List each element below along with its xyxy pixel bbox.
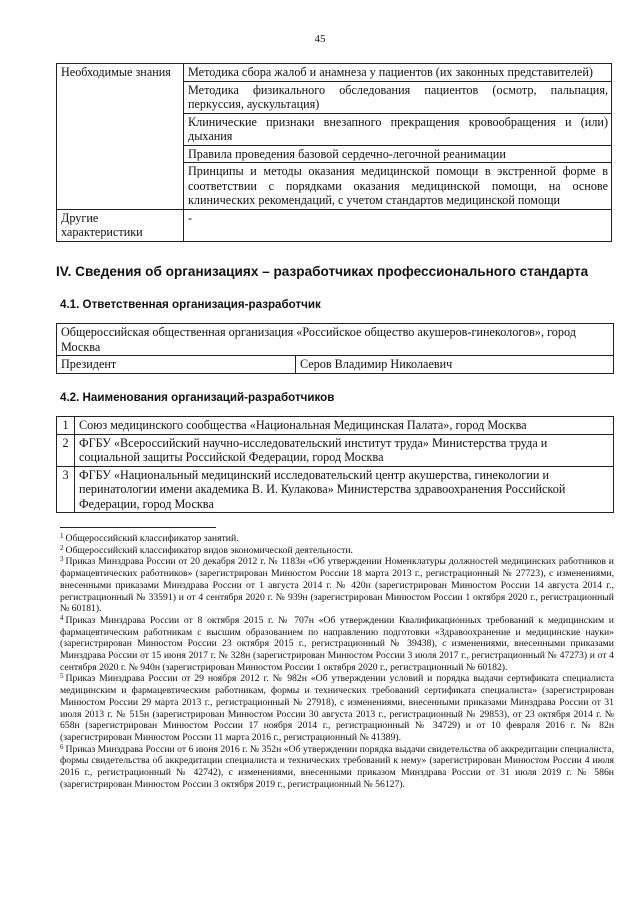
responsible-role: Президент <box>57 356 296 374</box>
responsible-organization: Общероссийская общественная организация «Российское общество акушеров-гинекологов», город Москва <box>57 324 614 356</box>
responsible-org-table <box>56 323 614 374</box>
footnote-text: Общероссийский классификатор занятий. <box>65 533 239 544</box>
footnotes <box>60 533 614 790</box>
knowledge-item: Клинические признаки внезапного прекращения кровообращения и (или) дыхания <box>184 113 612 145</box>
footnote <box>60 545 614 557</box>
footnote-marker: 6 <box>60 742 64 751</box>
footnote <box>60 615 614 674</box>
table-row <box>57 466 614 513</box>
developer-number: 1 <box>57 417 75 435</box>
row-label-other: Другие характеристики <box>57 209 184 241</box>
row-label-knowledge: Необходимые знания <box>57 64 184 210</box>
footnote-marker: 2 <box>60 543 64 552</box>
footnote-text: Приказ Минздрава России от 29 ноября 2012 г. № 982н «Об утверждении условий и порядка выдачи сертификата специалиста медицинским и фармацевтическим работникам, формы и технических требований сертификата специалиста» (зарегистрирован Минюстом России 29 марта 2013 г., регистрационный № 27918), с изменениями, внесенными приказами Минздрава России от 31 июля 2013 г. № 515н (зарегистрирован Минюстом России 30 августа 2013 г., регистрационный № 29853), от 23 октября 2014 г. № 658н (зарегистрирован Минюстом России 17 ноября 2014 г., регистрационный № 34729) и от 10 февраля 2016 г. № 82н (зарегистрирован Минюстом России 11 марта 2016 г., регистрационный № 41389). <box>60 673 614 743</box>
developers-table <box>56 416 614 513</box>
page-number: 45 <box>314 33 326 45</box>
table-row <box>57 434 614 466</box>
knowledge-item: Принципы и методы оказания медицинской помощи в экстренной форме в соответствии с порядками оказания медицинской помощи, на основе клинических рекомендаций, с учетом стандартов медицинской помощи <box>184 163 612 210</box>
developer-name: Союз медицинского сообщества «Национальная Медицинская Палата», город Москва <box>75 417 614 435</box>
developer-number: 2 <box>57 434 75 466</box>
table-row <box>57 324 614 356</box>
footnote-divider <box>60 527 216 528</box>
responsible-heading: 4.1. Ответственная организация-разработчик <box>60 298 321 311</box>
responsible-person: Серов Владимир Николаевич <box>296 356 614 374</box>
developers-heading: 4.2. Наименования организаций-разработчиков <box>60 391 335 404</box>
footnote <box>60 533 614 545</box>
section-title: IV. Сведения об организациях – разработчиках профессионального стандарта <box>56 264 589 279</box>
footnote-marker: 4 <box>60 613 64 622</box>
table-row <box>57 356 614 374</box>
footnote-marker: 3 <box>60 555 64 564</box>
footnote <box>60 556 614 615</box>
footnote-marker: 1 <box>60 532 64 540</box>
knowledge-item: Методика физикального обследования пациентов (осмотр, пальпация, перкуссия, аускультация) <box>184 81 612 113</box>
footnote-text: Приказ Минздрава России от 8 октября 2015 г. № 707н «Об утверждении Квалификационных требований к медицинским и фармацевтическим работникам с высшим образованием по направлению подготовки «Здравоохранение и медицинские науки» (зарегистрирован Минюстом России 23 октября 2015 г., регистрационный № 39438), с изменениями, внесенными приказами Минздрава России от 15 июня 2017 г. № 328н (зарегистрирован Минюстом России 3 июля 2017 г., регистрационный № 47273) и от 4 сентября 2020 г. № 940н (зарегистрирован Минюстом России 1 октября 2020 г., регистрационный № 60182). <box>60 614 614 673</box>
footnote <box>60 673 614 743</box>
requirements-table <box>56 63 612 242</box>
knowledge-item: Правила проведения базовой сердечно-легочной реанимации <box>184 145 612 163</box>
developer-name: ФГБУ «Всероссийский научно-исследовательский институт труда» Министерства труда и социальной защиты Российской Федерации, город Москва <box>75 434 614 466</box>
footnote-text: Приказ Минздрава России от 6 июня 2016 г. № 352н «Об утверждении порядка выдачи свидетельства об аккредитации специалиста, формы свидетельства об аккредитации специалиста и технических требований к нему» (зарегистрирован Минюстом России 4 июля 2016 г., регистрационный № 42742), с изменениями, внесенными приказом Минздрава России от 31 июля 2019 г. № 586н (зарегистрирован Минюстом России 3 октября 2019 г., регистрационный № 56127). <box>60 743 614 790</box>
table-row <box>57 417 614 435</box>
table-row <box>57 209 612 241</box>
footnote-text: Приказ Минздрава России от 20 декабря 2012 г. № 1183н «Об утверждении Номенклатуры должностей медицинских работников и фармацевтических работников» (зарегистрирован Минюстом России 18 марта 2013 г., регистрационный № 27723), с изменениями, внесенными приказами Минздрава России от 1 августа 2014 г. № 420н (зарегистрирован Минюстом России 14 августа 2014 г., регистрационный № 33591) и от 4 сентября 2020 г. № 939н (зарегистрирован Минюстом России 1 октября 2020 г., регистрационный № 60181). <box>60 556 614 615</box>
developer-name: ФГБУ «Национальный медицинский исследовательский центр акушерства, гинекологии и перинатологии имени академика В. И. Кулакова» Министерства здравоохранения Российской Федерации, город Москва <box>75 466 614 513</box>
other-characteristics-value: - <box>184 209 612 241</box>
footnote-marker: 5 <box>60 672 64 681</box>
footnote <box>60 744 614 791</box>
table-row <box>57 64 612 82</box>
developer-number: 3 <box>57 466 75 513</box>
knowledge-item: Методика сбора жалоб и анамнеза у пациентов (их законных представителей) <box>184 64 612 82</box>
footnote-text: Общероссийский классификатор видов экономической деятельности. <box>65 544 353 556</box>
